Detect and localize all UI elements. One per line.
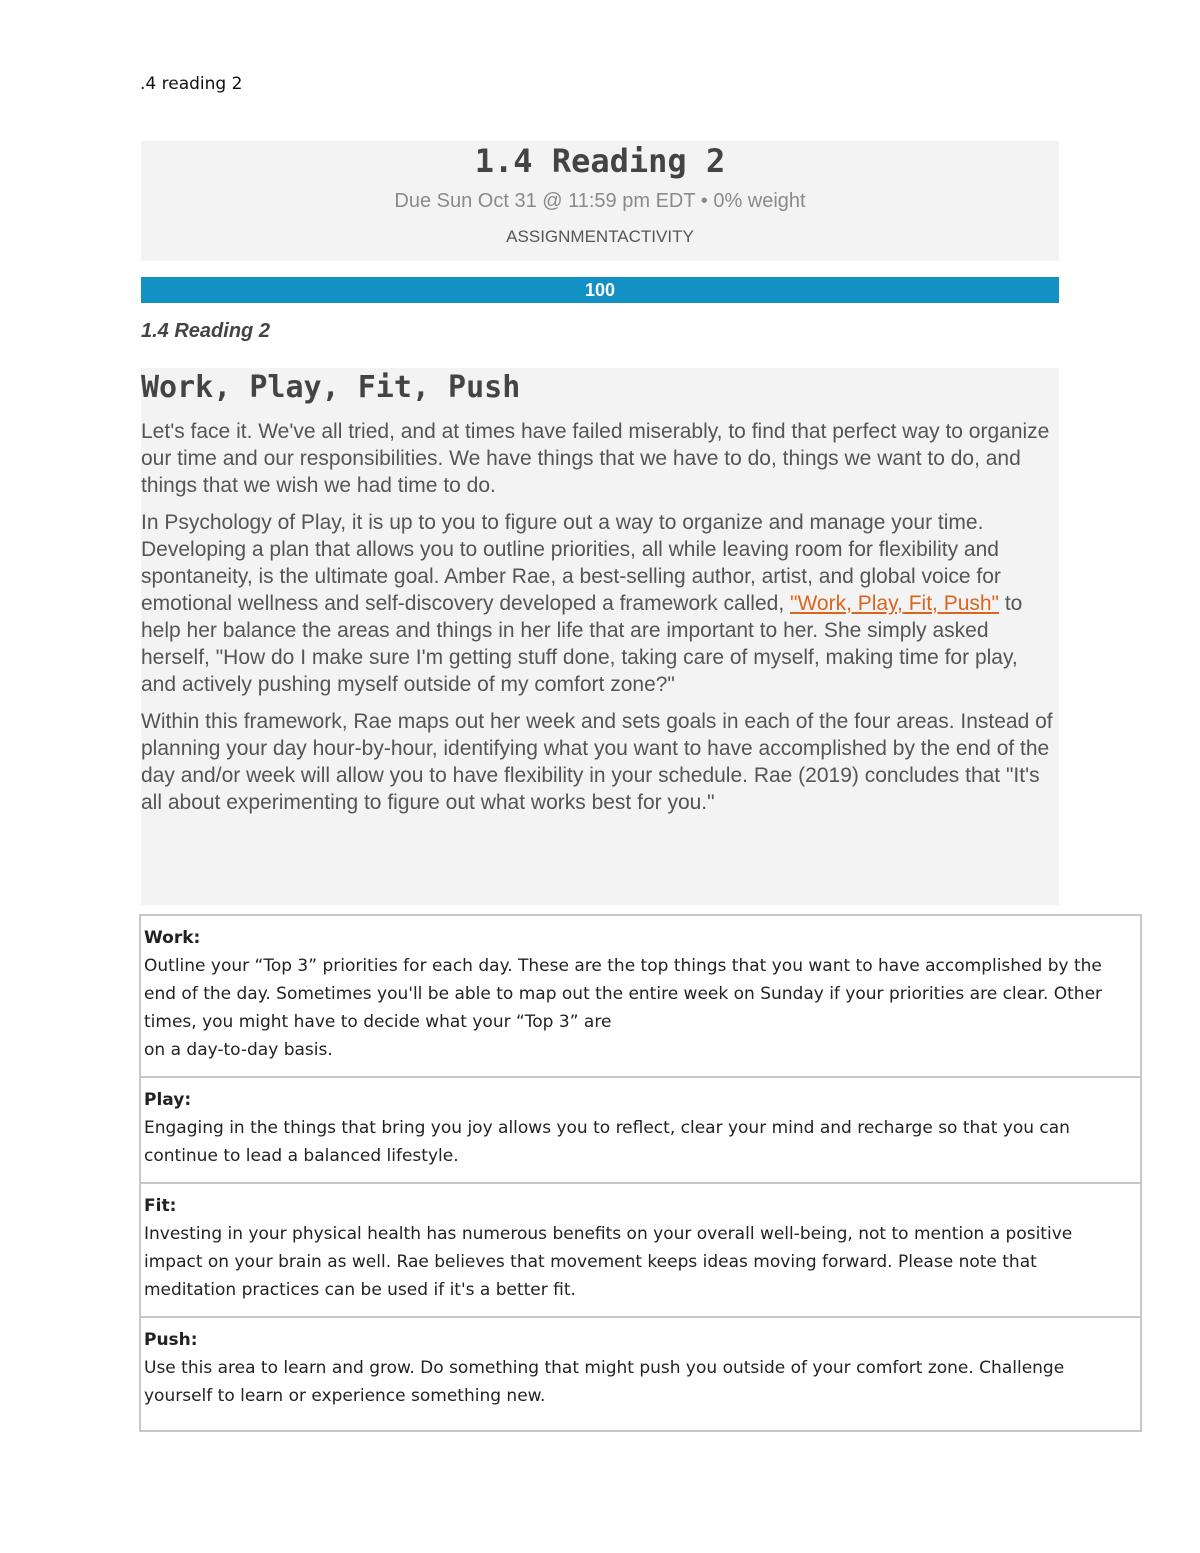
article-title: Work, Play, Fit, Push bbox=[141, 370, 521, 405]
play-label: Play: bbox=[144, 1090, 192, 1110]
due-date: Due Sun Oct 31 @ 11:59 pm EDT • 0% weight bbox=[394, 190, 806, 212]
table-row-play bbox=[141, 1078, 1140, 1184]
assignment-title: 1.4 Reading 2 bbox=[474, 142, 726, 180]
table-row-fit bbox=[141, 1184, 1140, 1318]
table-row-push bbox=[141, 1318, 1140, 1430]
work-text-continued: on a day-to-day basis. bbox=[144, 1040, 333, 1060]
play-text: Engaging in the things that bring you joy allows you to reflect, clear your mind and recharge so that you can continue to lead a balanced lifestyle. bbox=[144, 1118, 1070, 1166]
push-label: Push: bbox=[144, 1330, 198, 1350]
push-text: Use this area to learn and grow. Do something that might push you outside of your comfort zone. Challenge yourself to learn or experience something new. bbox=[144, 1358, 1065, 1406]
paragraph-framework bbox=[141, 509, 1055, 698]
paragraph-framework-start: In Psychology of Play, it is up to you to figure out a way to organize and manage your time. Developing a plan that allows you to outline priorities, all while leaving room for flexibility and spontaneity, is the ultimate goal. Amber Rae, a best-selling author, artist, and global voice for emotional wellness and self-discovery developed a framework called, bbox=[141, 511, 1001, 615]
table-row-work bbox=[141, 916, 1140, 1078]
section-subheading: 1.4 Reading 2 bbox=[141, 320, 270, 342]
framework-table bbox=[139, 914, 1142, 1432]
paragraph-framework-end: to help her balance the areas and things in her life that are important to her. She simply asked herself, "How do I make sure I'm getting stuff done, taking care of myself, making time for play, and actively pushing myself outside of my comfort zone?" bbox=[141, 592, 1023, 696]
score-bar bbox=[141, 277, 1059, 303]
fit-label: Fit: bbox=[144, 1196, 177, 1216]
work-label: Work: bbox=[144, 928, 201, 948]
score-label: 100 bbox=[584, 280, 616, 300]
page-header: .4 reading 2 bbox=[140, 74, 243, 94]
assignment-header bbox=[141, 141, 1059, 261]
fit-text: Investing in your physical health has numerous benefits on your overall well-being, not to mention a positive impact on your brain as well. Rae believes that movement keeps ideas moving forward. Please note that meditation practices can be used if it's a better fit. bbox=[144, 1224, 1073, 1300]
paragraph-conclusion: Within this framework, Rae maps out her week and sets goals in each of the four areas. Instead of planning your day hour-by-hour, identifying what you want to have accomplished by the end of the day and/or week will allow you to have flexibility in your schedule. Rae (2019) concludes that "It's all about experimenting to figure out what works best for you." bbox=[141, 710, 1053, 814]
assignment-type: ASSIGNMENTACTIVITY bbox=[506, 227, 694, 246]
work-text: Outline your “Top 3” priorities for each day. These are the top things that you want to have accomplished by the end of the day. Sometimes you'll be able to map out the entire week on Sunday if your priorities are clear. Other times, you might have to decide what your “Top 3” are bbox=[144, 956, 1103, 1032]
paragraph-intro: Let's face it. We've all tried, and at times have failed miserably, to find that perfect way to organize our time and our responsibilities. We have things that we have to do, things we want to do, and things that we wish we had time to do. bbox=[141, 420, 1050, 497]
framework-link[interactable]: "Work, Play, Fit, Push" bbox=[790, 592, 1000, 615]
article-content bbox=[141, 368, 1059, 905]
